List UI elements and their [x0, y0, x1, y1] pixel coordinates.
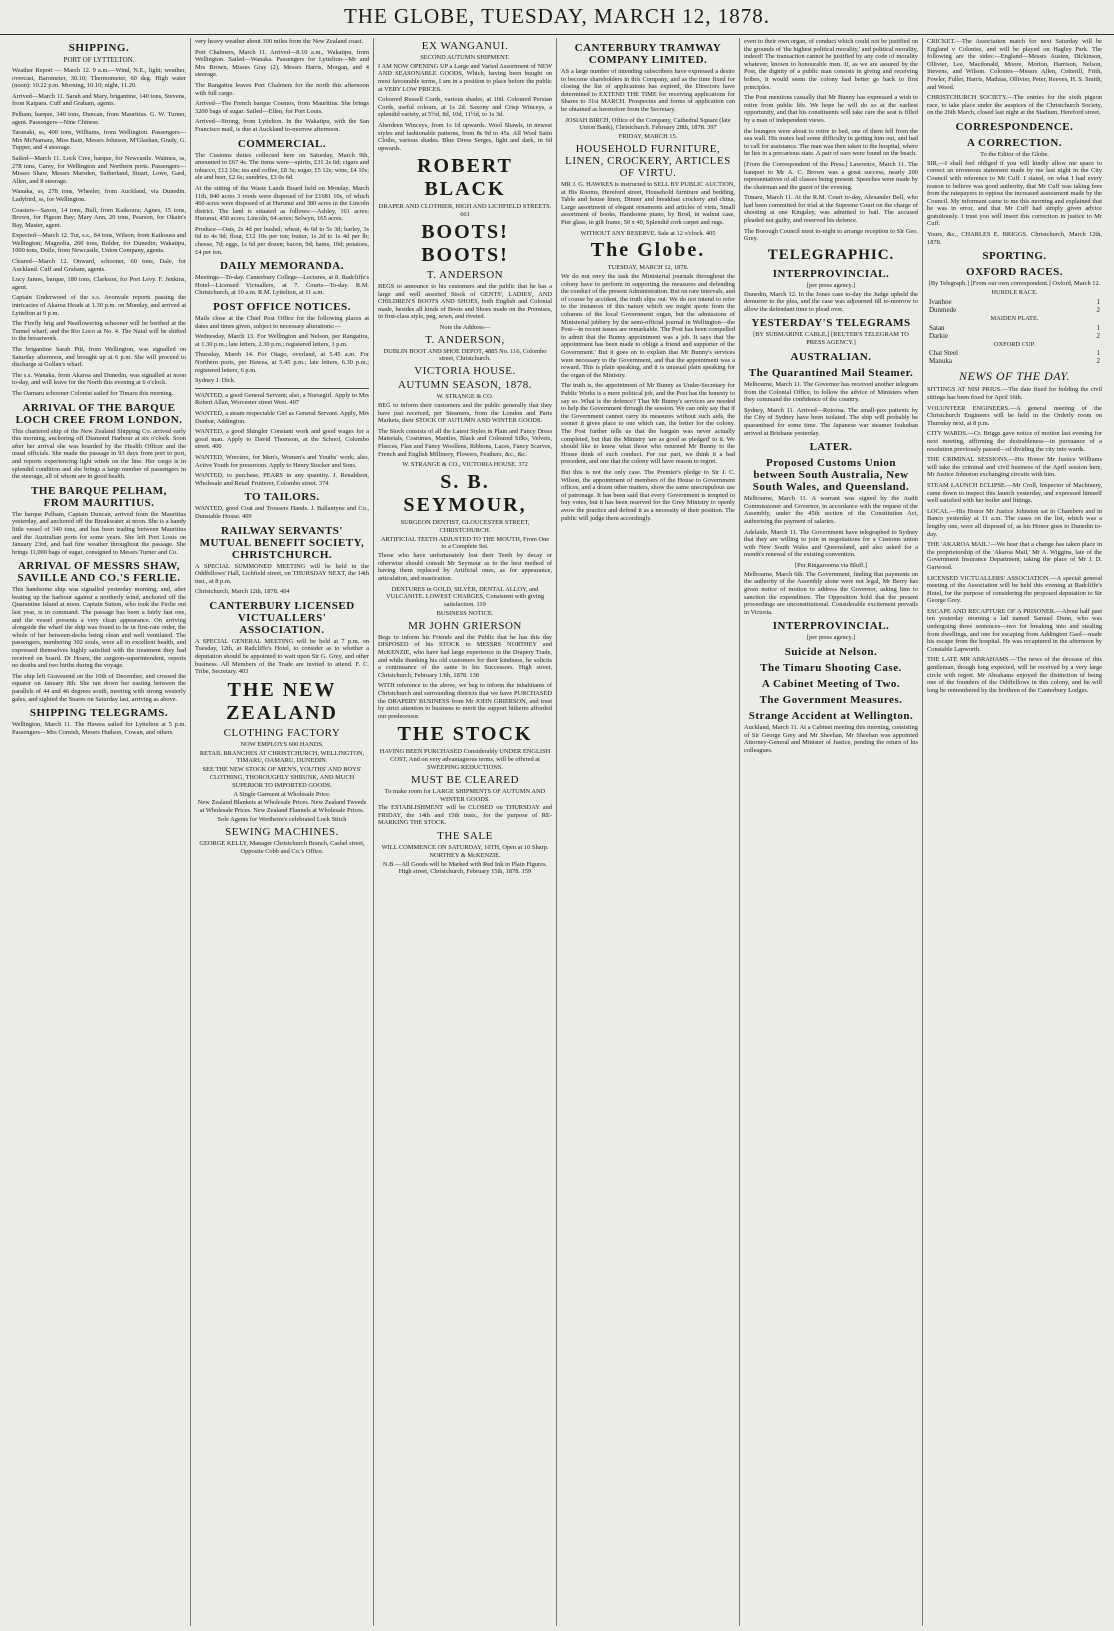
article-paragraph: Arrived—March 11. Sarah and Mary, brigantine, 140 tons, Stevens, from Kaipara. Cuff and Graham, agents. [12, 92, 186, 108]
notice-text: HAVING BEEN PURCHASED Considerably UNDER ENGLISH COST, And on very advantageous terms, will be offered at SWEEPING REDUCTIONS. [379, 748, 551, 771]
placing: 2 [1096, 331, 1100, 340]
article-paragraph: BEGS to announce to his customers and the public that he has a large and well assorted Stock of GENTS', LADIES', AND CHILDREN'S BOOTS AND SHOES, both English and Colonial made, besides all kinds of Boots and Shoes made on the Premises, in first-class style, peg, sewn, and riveted. [378, 282, 552, 321]
section-heading: SPORTING. [982, 250, 1047, 263]
display-subheading: T. ANDERSON, [425, 333, 505, 346]
article-paragraph: LOCAL.—His Honor Mr Justice Johnston sat in Chambers and in Banco yesterday at 11 a.m. The cases on the list, which was a lengthy one, were all disposed of, as his Honor goes to Dunedin to-day. [927, 507, 1102, 538]
article-paragraph: Melbourne, March 11. A warrant was signed by the Audit Commissioner and Governor, in accordance with the request of the Assembly, under the 45th section of the Constitution Act, authorising the payment of salaries. [744, 495, 918, 525]
article-paragraph: Meetings—To-day. Canterbury College—Lectures, at 8. Radcliffe's Hotel—Licensed Victuallers, at 7. Courts—To-day. R.M. Christchurch, at 10 a.m. R.M. Lyttelton, at 11 a.m. [195, 274, 369, 297]
section-heading: CANTERBURY LICENSED VICTUALLERS' ASSOCIATION. [209, 599, 355, 636]
article-paragraph: LICENSED VICTUALLERS' ASSOCIATION.—A special general meeting of the Association will be held this evening at Radcliffe's Hotel, for the purpose of considering the proposed deputation to Sir George Grey. [927, 574, 1102, 605]
section-heading: NEWS OF THE DAY. [959, 369, 1070, 384]
table-row [927, 306, 1102, 314]
article-paragraph: But this is not the only case. The Premier's pledge to Sir J. C. Wilson, the appointment of members of the House to Government offices, and a dozen other matters, show the same unscrupulous use of patronage. It has been said that every Government is tempted to buy votes, but it has been reserved for the Grey Ministry to openly avow the practice and defend it as a necessity of their position. The public will judge them accordingly. [561, 468, 735, 522]
notice-text: [BY SUBMARINE CABLE.] [REUTER'S TELEGRAM TO PRESS AGENCY.] [753, 331, 909, 347]
section-heading: AUSTRALIAN. [790, 351, 872, 364]
article-paragraph: The Post mentions casually that Mr Bunny has expressed a wish to retire from public life. We hope he will do so at the earliest opportunity, and that his constituents will take care the seat is filled by a man of independent views. [744, 94, 918, 124]
article-paragraph: WANTED, a good General Servant; also, a Nursegirl. Apply to Mrs Robert Allan, Worcester street West. 407 [195, 391, 369, 407]
display-subheading: EX WANGANUI. [421, 40, 509, 52]
article-paragraph: The Firefly brig and Neaflowering schooner will be berthed at the Tunnel wharf, and the Rio Loco at No. 4. The Natal will be shifted to the breastwork. [12, 320, 186, 343]
display-heading: The Globe. [590, 239, 706, 262]
article-paragraph: THE 'AKAROA MAIL.'—We hear that a change has taken place in the proprietorship of the 'Akaroa Mail,' Mr A. Wiggins, late of the Government Insurance Department, taking the place of Mr J. D. Garwood. [927, 541, 1102, 571]
article-paragraph: ESCAPE AND RECAPTURE OF A PRISONER.—About half past ten yesterday morning a lad named Samuel Dunn, who was undergoing three sentences—two for breaking into and stealing from dwellings, and one for escaping from Addington Gaol—made his escape from the hospital. He was recaptured in the afternoon by Constable Lapworth. [927, 607, 1102, 653]
display-subheading: VICTORIA HOUSE. [414, 365, 516, 378]
article-paragraph: WANTED, good Coat and Trousers Hands. J. Ballantyne and Co., Dunstable House. 409 [195, 505, 369, 520]
article-paragraph: Timaru, March 11. At the R.M. Court to-day, Alexander Bell, who had been committed for trial at the Supreme Court on the charge of shooting at one Kingsley, was admitted to bail. The accused pleaded not guilty, and reserved his defence. [744, 194, 918, 225]
placing: 2 [1096, 357, 1100, 366]
article-paragraph: The ESTABLISHMENT will be CLOSED on THURSDAY and FRIDAY, the 14th and 15th insts., for the purpose of RE-MARKING THE STOCK. [378, 804, 552, 827]
section-heading: Suicide at Nelson. [784, 646, 878, 659]
article-paragraph: Wellington, March 11. The Hawea sailed for Lyttelton at 5 p.m. Passengers—Mrs Cornish, Messrs Hudson, Cowan, and others. [12, 721, 186, 736]
section-heading: YESTERDAY'S TELEGRAMS [751, 317, 911, 330]
display-subheading: AUTUMN SEASON, 1878. [397, 379, 533, 392]
section-heading: CORRESPONDENCE. [955, 120, 1074, 133]
article-paragraph: very heavy weather about 300 miles from the New Zealand coast. [195, 38, 364, 45]
table-row [927, 349, 1102, 357]
notice-text: Sole Agents for Wertheim's celebrated Lock Stitch [217, 816, 347, 824]
notice-text: N.B.—All Goods will be Marked with Red Ink in Plain Figures. High street, Christchurch, February 15th, 1878. 159 [382, 860, 548, 876]
article-paragraph: At the sitting of the Waste Lands Board held on Monday, March 11th, 840 acres 3 roods were disposed of for £1681 10s, of which 460 acres were disposed of at Hurunui and 380 acres in the Lincoln district. The land is situated as follows:—Ashley, 161 acres; Hurunui, 450 acres; Lincoln, 64 acres; Selwyn, 165 acres. [195, 184, 369, 223]
article-paragraph: Dunedin, March 12. In the Jones case to-day the Judge upheld the demurrer to the plea, and the case was adjourned till to-morrow to allow the defendant time to plead over. [744, 290, 918, 313]
article-paragraph: Mails close at the Chief Post Office for the following places at dates and times given, subject to necessary alterations:— [195, 315, 369, 330]
article-paragraph: Begs to inform his Friends and the Public that he has this day DISPOSED of his STOCK to MESSRS NORTHEY and McKENZIE, who have had large experience in the Drapery Trade, and while thanking his old customers for their kindness, he solicits a continuance of the same to his Successors. High street, Christchurch, February 13th, 1878. 138 [378, 633, 552, 679]
notice-text: NOW EMPLOYS 600 HANDS. [240, 740, 324, 748]
section-heading: CANTERBURY TRAMWAY COMPANY LIMITED. [574, 42, 722, 66]
display-heading: BOOTS! BOOTS! [421, 220, 509, 266]
placing: 1 [1096, 297, 1100, 306]
article-paragraph: Captain Underwood of the s.s. Avonvale reports passing the intricacies of Akaroa Heads at 1.30 p.m. on Monday, and arrived at Lyttelton at 9 p.m. [12, 294, 186, 317]
article-paragraph: Auckland, March 11. At a Cabinet meeting this morning, consisting of Sir George Grey and Mr Sheehan, Mr Sheehan was appointed Attorney-General and Minister of Justice, pending the return of his colleagues. [744, 724, 918, 754]
display-subheading: T. ANDERSON [426, 268, 504, 281]
notice-text: SECOND AUTUMN SHIPMENT. [420, 54, 510, 61]
notice-text: [Per Ringarooma via Bluff.] [795, 561, 867, 569]
section-heading: The Government Measures. [759, 694, 903, 707]
notice-text: WITHOUT ANY RESERVE. Sale at 12 o'clock. 405 [580, 229, 716, 237]
section-heading: Proposed Customs Union between South Australia, New South Wales, and Queensland. [752, 457, 910, 494]
notice-text: To the Editor of the Globe. [980, 150, 1049, 158]
article-paragraph: I AM NOW OPENING UP a Large and Varied Assortment of NEW AND SEASONABLE GOODS, Which, having been bought on most favourable terms, I am in a position to place before the public at VERY LOW PRICES. [378, 62, 552, 93]
article-paragraph: Coasters—Saxon, 14 tons, Bull, from Kaikoura; Agnes, 15 tons, Brown, for Pigeon Bay; Mary Ann, 20 tons, Pearson, for Okain's Bay, Master, agent. [12, 206, 186, 229]
section-heading: RAILWAY SERVANTS' MUTUAL BENEFIT SOCIETY, CHRISTCHURCH. [199, 524, 365, 561]
article-paragraph: BEG to inform their customers and the public generally that they have just received, per Steamers, from the London and Paris Markets, their STOCK OF AUTUMN AND WINTER GOODS. [378, 402, 552, 425]
notice-text: W. STRANGE & CO., VICTORIA HOUSE. 372 [402, 461, 528, 469]
race-title: OXFORD CUP. [993, 340, 1036, 348]
article-paragraph: Coloured Russell Cords, various shades, at 10d. Coloured Persian Cords, useful colours, at 1s 2d. Saxony and Crisp Winceys, a splendid variety, at 5½d, 8d, 10d, 11½d, to 1s 3d. [378, 96, 552, 119]
display-heading: ROBERT BLACK [417, 155, 513, 201]
notice-text: [per press agency.] [806, 634, 856, 642]
table-row [927, 324, 1102, 332]
section-heading: SHIPPING TELEGRAMS. [29, 707, 169, 720]
race-results-table [927, 349, 1102, 365]
article-paragraph: Lucy James, barque, 180 tons, Clarkson, for Port Levy. F. Jenkins, agent. [12, 276, 186, 291]
notice-text: A Single Garment at Wholesale Price. [233, 790, 331, 798]
article-paragraph: STEAM LAUNCH ECLIPSE.—Mr Croll, Inspector of Machinery, came down to inspect this launch yesterday, and expressed himself well satisfied with her boiler and fittings. [927, 481, 1102, 505]
article-paragraph: Port Chalmers, March 11. Arrived—8.10 a.m., Wakatipu, from Wellington. Sailed—Wanaka. Passengers for Lyttelton—Mr and Mrs Brown, Misses Gray (2), Messrs Harris, Morgan, and 4 steerage. [195, 48, 369, 79]
article-paragraph: Wednesday, March 13. For Wellington and Nelson, per Rangatira, at 1.30 p.m.; late letters, 2.30 p.m.; registered letters, 1 p.m. [195, 333, 369, 348]
notice-text: SURGEON DENTIST, GLOUCESTER STREET, CHRISTCHURCH. [400, 519, 530, 534]
article-paragraph: The brigantine Sarah Pitt, from Wellington, was signalled on Saturday afternoon, and brought up at 6 p.m. She will proceed to discharge at Gollan's wharf. [12, 346, 186, 369]
column-5 [740, 38, 923, 1626]
article-paragraph: Arrived—Strong, from Lyttelton. In the Wakatipu, with the San Francisco mail, is due at Auckland to-morrow afternoon. [195, 118, 369, 133]
horse-name: Darkie [929, 331, 949, 340]
column-1 [8, 38, 191, 1626]
article-paragraph: THE LATE MR ABRAHAMS.—The news of the decease of this gentleman, though long expected, will be received by a very large circle with regret. Mr Abrahams enjoyed the distinction of being one of the founders of the Oddfellows in this colony, and he will long be remembered by the brethren of the Canterbury Lodges. [927, 656, 1102, 694]
column-3 [374, 38, 557, 1626]
masthead: THE GLOBE, TUESDAY, MARCH 12, 1878. [0, 0, 1114, 35]
section-heading: POST OFFICE NOTICES. [213, 301, 351, 314]
article-paragraph: Arrived—The French barque Cosmos, from Mauritius. She brings 3200 bags of sugar. Sailed—Ellen, for Port Louis. [195, 100, 369, 115]
article-paragraph: CITY WARDS.—Cr. Briggs gave notice of motion last evening for next meeting, affirming the desirableness—in pursuance of a resolution previously passed—of dividing the city into wards. [927, 430, 1102, 453]
horse-name: Satan [929, 323, 945, 332]
article-paragraph: Taranaki, ss, 400 tons, Williams, from Wellington. Passengers—Mrs McNamara, Miss Bain, Messrs Johnson, M'Glashan, Grady, G. Tupper, and 4 steerage. [12, 129, 186, 152]
article-paragraph: The Borough Council meet to-night to arrange reception to Sir Geo. Grey. [744, 227, 918, 243]
article-paragraph: Sydney, March 11. Arrived—Rotorua. The small-pox patients by the City of Sydney have been isolated. The ship will probably be quarantined for some time. The Japanese war steamer Isukuban arrived at Brisbane yesterday. [744, 406, 918, 437]
article-paragraph: SITTINGS AT NISI PRIUS.—The date fixed for holding the civil sittings has been fixed for April 16th. [927, 386, 1102, 402]
horse-name: Manuka [929, 357, 952, 366]
article-paragraph: The Customs duties collected here on Saturday, March 9th, amounted to £67 4s. The items were—spirits, £31 2s 6d; cigars and tobacco, £12 10s; tea and coffee, £8 3s; sugar, £5 12s; wine, £4 10s; ale and beer, £2 6s; sundries, £3 0s 6d. [195, 151, 369, 182]
section-heading: ARRIVAL OF MESSRS SHAW, SAVILLE AND CO.'S FERLIE. [17, 560, 181, 585]
article-paragraph: Sailed—March 11. Lock Cree, barque, for Newcastle. Waimea, ss, 278 tons, Carey, for Wellington and Northern ports. Passengers—Misses Shaw, Messrs Marsden, Sutherland, Stuart, Lowe, Gard, Allen, and 8 steerage. [12, 154, 186, 185]
placing: 1 [1096, 349, 1100, 358]
notice-text: To make room for LARGE SHIPMENTS OF AUTUMN AND WINTER GOODS. [384, 787, 546, 803]
notice-text: WILL COMMENCE ON SATURDAY, 16TH, Open at 10 Sharp. NORTHEY & McKENZIE. [381, 844, 549, 859]
article-paragraph: Produce—Oats, 2s 4d per bushel; wheat, 4s 6d to 5s 3d; barley, 3s 6d to 4s 9d; flour, £12 10s per ton; butter, 1s 2d to 1s 4d per lb; cheese, 7d; eggs, 1s 6d per dozen; bacon, 9d; hams, 10d; potatoes, £4 per ton. [195, 225, 369, 256]
article-paragraph: [From the Correspondent of the Press.] Lawrence, March 11. The banquet to Mr A. C. Brown was a great success, nearly 200 representatives of all classes being present. Speeches were made by the chairman and the guest of the evening. [744, 160, 918, 191]
table-row [927, 332, 1102, 340]
notice-text: SEE THE NEW STOCK OF MEN'S, YOUTHS' AND BOYS' CLOTHING, THOROUGHLY SHRUNK, AND MUCH SUPERIOR TO IMPORTED GOODS. [202, 766, 362, 789]
section-heading: A Cabinet Meeting of Two. [761, 678, 901, 691]
race-title: MAIDEN PLATE. [990, 314, 1039, 322]
notice-text: [By Telegraph.] [From our own correspondent.] Oxford, March 12. [928, 280, 1101, 288]
display-subheading: SEWING MACHINES. [225, 825, 339, 838]
notice-text: Note the Address— [439, 323, 491, 331]
article-paragraph: The s.s. Wanaka, from Akaroa and Dunedin, was signalled at noon to-day, and will leave for the North this evening at 6 o'clock. [12, 371, 186, 387]
article-paragraph: A SPECIAL GENERAL MEETING will be held at 7 p.m. on Tuesday, 12th, at Radcliffe's Hotel, to consider as to whether a deputation should be appointed to wait upon Sir G. Grey, and other business. All Members of the Trade are invited to attend. F. C. Tribe, Secretary. 403 [195, 637, 369, 676]
section-heading: INTERPROVINCIAL. [772, 620, 890, 633]
display-subheading: CLOTHING FACTORY [223, 726, 341, 739]
article-paragraph: the loungers were about to retire to bed, one of them fell from the sea wall. His mates had some difficulty in getting him out, and had to call for assistance. The man was then taken to the hospital, where he lies in a precarious state. A pair of oars were found on the beach. [744, 127, 918, 158]
display-subheading: MUST BE CLEARED [410, 773, 520, 786]
article-paragraph: This chartered ship of the New Zealand Shipping Co. arrived early this morning, anchoring off Diamond Harbour at six o'clock. Soon after her arrival she was boarded by the Health Officer and the usual officials. She made the passage in 93 days from port to port, and reports experiencing light winds on the line. Her cargo is in splendid condition and she brings a large number of passengers in the steerage, all of whom are in good health. [12, 427, 186, 481]
placing: 2 [1096, 305, 1100, 314]
notice-text: RETAIL BRANCHES AT CHRISTCHURCH, WELLINGTON, TIMARU, OAMARU, DUNEDIN. [199, 749, 365, 765]
display-heading: S. B. SEYMOUR, [403, 471, 527, 517]
section-heading: OXFORD RACES. [966, 266, 1063, 279]
notice-text: New Zealand Blankets at Wholesale Prices. New Zealand Tweeds at Wholesale Prices. New Zealand Flannels at Wholesale Prices. [197, 799, 367, 815]
article-paragraph: CRICKET.—The Association match for next Saturday will be England v Colonies, and will be played on Hagley Park. The following are the sides:—England—Messrs Austen, Dickinson, Ollivier, Lee, Macdonald, Moore, Morton, Harrison, Nelson, Stevens, and Wilson. Colonies—Messrs Allen, Cotterill, Frith, Fowler, Fuller, Harris, Mathias, Ollivier, Peter, Reeves, H. S. Smith, and Wood. [927, 38, 1102, 91]
article-paragraph: Weather Report — March 12. 9 a.m.—Wind, N.E., light; weather, overcast, Barometer, 30.10; Thermometer, 60 deg. High water (noon): 10.22 p.m. Morning, 10.10; night, 11.20. [12, 67, 186, 90]
article-paragraph: WANTED, a steam respectable Girl as General Servant. Apply, Mrs Dunbar, Addington. [195, 409, 369, 425]
notice-text: W. STRANGE & CO. [436, 393, 494, 401]
article-paragraph: VOLUNTEER ENGINEERS.—A general meeting of the Christchurch Engineers will be held in the Orderly room on Thursday next, at 8 p.m. [927, 404, 1102, 427]
notice-text: BUSINESS NOTICE. [436, 609, 494, 617]
columns [8, 38, 1106, 1626]
article-paragraph: even to their own organ, of conduct which could not be justified on the grounds of 'the highest political morality,' and political morality, indeed! The transaction cannot be justified by any code of morality whatever, known to honourable men. If, as we are assured by the Post, the dignity of a public man consists in giving and receiving bribes, it would seem the colony had better go back to first principles. [744, 38, 918, 91]
article-paragraph: Wanaka, ss, 278 tons, Wheeler, from Auckland, via Dunedin. Ladybird, ss, for Wellington. [12, 188, 186, 203]
section-heading: The Quarantined Mail Steamer. [748, 367, 914, 380]
article-paragraph: The truth is, the appointment of Mr Bunny as Under-Secretary for Public Works is a mere political job, and the Post has the honesty to say so. What is the defence? That Mr Bunny's services are needed to help the Government through the session. We can only say that if the Government cannot carry its measures without such aids, the sooner it gives place to one which can, the better for the colony. The Post further tells us that the bargain was never actually completed, but that the Ministry 'are as good as pledged' to it. We should like to know what those who returned Mr Bunny to the House think of such conduct. For our part, we think it a bad precedent, and one that the colony will have reason to regret. [561, 382, 735, 466]
section-heading: The Timaru Shooting Case. [760, 662, 902, 675]
section-heading: LATER. [809, 441, 853, 454]
display-subheading: THE SALE [437, 830, 493, 843]
article-paragraph: AS a large number of intending subscribers have expressed a desire to become shareholders in this Company, and as the time fixed for closing the list of applications has expired, the Directors have determined to EXTEND THE TIME for receiving applications for Shares to 31st MARCH. Prospectus and forms of application can be obtained as heretofore from the Secretary. [561, 68, 735, 113]
notice-text: JOSIAH BIRCH, Office of the Company, Cathedral Square (late Union Bank), Christchurch. February 28th, 1878. 397 [565, 116, 731, 132]
article-paragraph: The ship left Gravesend on the 10th of December, and crossed the equator on January 8th. She ran down her easting between the parallels of 44 and 46 degrees south, meeting with strong westerly gales, and sighted the Snares on Saturday last, arriving as above. [12, 672, 186, 703]
notice-text: TUESDAY, MARCH 12, 1878. [607, 264, 689, 272]
section-heading: DAILY MEMORANDA. [220, 260, 344, 273]
section-heading: THE BARQUE PELHAM, FROM MAURITIUS. [31, 484, 167, 509]
column-rule [195, 388, 369, 389]
notice-text: DUBLIN BOOT AND SHOE DEPOT, 4885 No. 116, Colombo street, Christchurch. [383, 347, 547, 363]
article-paragraph: The Oamaru schooner Colonist sailed for Timaru this morning. [12, 389, 174, 397]
display-heading: THE NEW ZEALAND [226, 678, 338, 724]
section-subheading: PORT OF LYTTELTON. [63, 56, 135, 64]
article-paragraph: WANTED, to purchase, PEARS in any quantity. J. Renaldson, Wholesale and Retail Fruiterer, Colombo street. 374 [195, 472, 369, 487]
display-heading: THE STOCK [397, 723, 533, 746]
article-paragraph: Sydney J. Dick. [195, 377, 236, 385]
race-results-table [927, 298, 1102, 314]
article-paragraph: SIR,—I shall feel obliged if you will kindly allow me space to correct an erroneous statement made by me last night in the City Council with reference to Mr Cuff. I stated, on what I had every reason to believe was good authority, that Mr Cuff was taking fees from the ratepayers to oppose the increased assessment made by the Council. My informant came to me this morning and explained that he was in error, and that Mr Cuff had simply given advice gratuitously. I trust you will insert this correction in justice to Mr Cuff. [927, 159, 1102, 228]
section-heading: ARRIVAL OF THE BARQUE LOCH CREE FROM LONDON. [15, 401, 183, 426]
article-paragraph: Pelham, barque, 340 tons, Duncan, from Mauritius. G. W. Turner, agent. Passengers—Nine Chinese. [12, 110, 186, 126]
article-paragraph: Melbourne, March 6th. The Government, finding that payments on the authority of the Assembly alone were not legal, Mr Berry has given notice of motion to address the Governor, asking him to sanction the expenditure. The Opposition hold that the present proceedings are unconstitutional. Considerable excitement prevails in Victoria. [744, 570, 918, 616]
article-paragraph: Cleared—March 12. Onward, schooner, 60 tons, Dale, for Auckland. Cuff and Graham, agents. [12, 258, 186, 273]
table-row [927, 298, 1102, 306]
article-paragraph: The Stock consists of all the Latest Styles in Plain and Fancy Dress Materials, Costumes, Mantles, Black and Coloured Silks, Velvets, Fleeces, Flax and Fancy Woollens, Ribbons, Laces, Fancy Scarves, French and English Millinery, Flowers, Feathers, &c., &c. [378, 427, 552, 458]
article-paragraph: The barque Pelham, Captain Duncan, arrived from the Mauritius yesterday, and anchored off the Breakwater at noon. She is a handy little vessel of 340 tons, and has been trading between Mauritius and the Australian ports for some years. She left Port Louis on January 23rd, and had fine weather throughout the passage. She brings 11,000 bags of sugar, consigned to Messrs Turner and Co. [12, 510, 186, 556]
notice-text: FRIDAY, MARCH 15. [618, 133, 678, 141]
article-paragraph: WANTED, Wrecters, for Men's, Women's and Youths' work; also, Active Youth for pressroom. Apply to Henry Stocker and Sons. [195, 453, 369, 469]
table-row [927, 357, 1102, 365]
article-paragraph: Christchurch, March 12th, 1878. 404 [195, 588, 290, 596]
notice-text: GEORGE KELLY, Manager Christchurch Branch, Cashel street, Opposite Cobb and Co.'s Office. [199, 839, 365, 855]
article-paragraph: Expected—March 12. Tui, s.s., 84 tons, Wilson, from Kaikoura and Wellington; Magnolia, 260 tons, Bolder, for Dunedin; Wakatipu, 1000 tons, Doile, from Newcastle, Union Company, agents. [12, 232, 186, 255]
notice-text: DENTURES in GOLD, SILVER, DENTAL ALLOY, and VULCANITE. LOWEST CHARGES, Consistent with giving satisfaction. 119 [385, 585, 545, 609]
column-2 [191, 38, 374, 1626]
article-paragraph: MR J. G. HAWKES is instructed to SELL BY PUBLIC AUCTION, at His Rooms, Hereford street, Household furniture and bedding, Table and house linen, Dinner and breakfast crockery and china, Large assortment of elegant ornaments and articles of virtu, Small assortment of books, Handsome piano, by Brod, in walnut case, Pier glass, in gilt frame, 50 x 40, Splendid cork carpet and rugs. [561, 180, 735, 226]
placing: 1 [1096, 323, 1100, 332]
article-paragraph: WANTED, a good Shingler Constant work and good wages for a good man. Apply to David Thomson, at the School, Colombo street. 400 [195, 428, 369, 451]
article-paragraph: Aberdeen Winceys, from 1s 1d upwards. Wool Shawls, in newest styles and fashionable patterns, from 8s 9d to 45s. All Wool Satin Cloths, various shades. Blue Dress Serges, light and dark, in 6d upwards. [378, 121, 552, 152]
display-subheading: MR JOHN GRIERSON [408, 619, 522, 632]
article-paragraph: Thursday, March 14. For Otago, overland, at 5.45 a.m. For Northern ports, per Hawea, at 5.45 p.m.; late letters, 6.30 p.m.; registered letters, 6 p.m. [195, 351, 369, 374]
article-paragraph: THE CRIMINAL SESSIONS.—His Honor Mr Justice Williams will take the criminal and civil business of the April session here, Mr Justice Johnston exchanging circuits with him. [927, 456, 1102, 479]
section-heading: TO TAILORS. [244, 491, 320, 504]
article-paragraph: A SPECIAL SUMMONED MEETING will be held in the Oddfellows' Hall, Lichfield street, on THURSDAY NEXT, the 14th inst., at 8 p.m. [195, 562, 369, 585]
horse-name: Dunmede [929, 305, 957, 314]
section-heading: SHIPPING. [68, 42, 130, 54]
notice-text: DRAPER AND CLOTHIER, HIGH AND LICHFIELD STREETS. 661 [378, 203, 552, 219]
article-paragraph: Adelaide, March 11. The Government have telegraphed to Sydney that they are willing to join in negotiations for a Customs union with New South Wales and Queensland, and also asked for a month's renewal of the existing convention. [744, 528, 918, 559]
article-paragraph: The Rangatira leaves Port Chalmers for the north this afternoon with full cargo. [195, 81, 369, 97]
section-heading: A CORRECTION. [966, 136, 1063, 149]
article-paragraph: This handsome ship was signalled yesterday morning, and, after beating up the harbour against a northerly wind, anchored off the Quarantine Island at noon. Captain Sutton, who took the Ferlie out last year, is in command. The passage has been a fairly fast one, and the vessel presents a very clean appearance. On arriving alongside the wharf the ship was found to be in first-rate order, the whole of her between-decks being clean and well ventilated. The passengers, numbering 302 souls, were all in excellent health, and expressed themselves highly satisfied with the treatment they had received on board. Dr Hoare, the surgeon-superintendent, reports no deaths and two births during the voyage. [12, 586, 186, 670]
horse-name: Ivanhoe [929, 297, 952, 306]
section-heading: Strange Accident at Wellington. [748, 710, 914, 723]
section-heading: COMMERCIAL. [237, 137, 327, 150]
notice-text: [per press agency.] [806, 281, 856, 289]
race-results-table [927, 324, 1102, 340]
notice-text: ARTIFICIAL TEETH ADJUSTED TO THE MOUTH, From One to a Complete Set. [380, 535, 550, 551]
article-paragraph: Those who have unfortunately lost their Teeth by decay or otherwise should consult Mr Seymour as to the best method of having them replaced by Artificial ones, as for appearance, articulation, and mastication. [378, 552, 552, 582]
display-subheading: HOUSEHOLD FURNITURE, LINEN, CROCKERY, ARTICLES OF VIRTU. [565, 142, 731, 179]
horse-name: Chat Steel [929, 349, 958, 358]
race-title: HURDLE RACE. [991, 289, 1038, 297]
column-6 [923, 38, 1106, 1626]
article-paragraph: Yours, &c., CHARLES E. BRIGGS. Christchurch, March 12th, 1878. [927, 231, 1102, 246]
column-4 [557, 38, 740, 1626]
article-paragraph: WITH reference to the above, we beg to inform the inhabitants of Christchurch and surrounding districts that we have PURCHASED the DRAPERY BUSINESS from Mr JOHN GRIERSON, and trust by strict attention to business to merit the support hitherto afforded our predecessor. [378, 682, 552, 720]
article-paragraph: Melbourne, March 11. The Governor has received another telegram from the Colonial Office, to follow the advice of Ministers when they command the confidence of the country. [744, 381, 918, 404]
section-title: TELEGRAPHIC. [767, 246, 895, 263]
article-paragraph: We do not envy the task the Ministerial journals throughout the colony have to perform in supporting the measures and defending the conduct of the present Administration. But on rare intervals, and of course by accident, the truth slips out. We do not intend to refer to the instances of this nature which we might quote from the columns of the local Government organ, but the admissions of Ministerial jobbery by the semi-official journal in Wellington—the Post—in recent issues are remarkable. The Post has been compelled to admit that the Bunny appointment was a job. It says that 'the appointment has been made to oblige a friend and supporter of the Government.' But it goes on to explain that Mr Bunny's services were necessary to the Government, and that the appointment was a reward. This is plain speaking, and it is unusual plain speaking for the organ of the Ministry. [561, 273, 735, 379]
article-paragraph: CHRISTCHURCH SOCIETY.—The entries for the sixth pigeon race, to take place under the auspices of the Christchurch Society, on the 26th March, closed last night at the Stadium, Hereford street. [927, 94, 1102, 117]
section-heading: INTERPROVINCIAL. [772, 267, 890, 280]
